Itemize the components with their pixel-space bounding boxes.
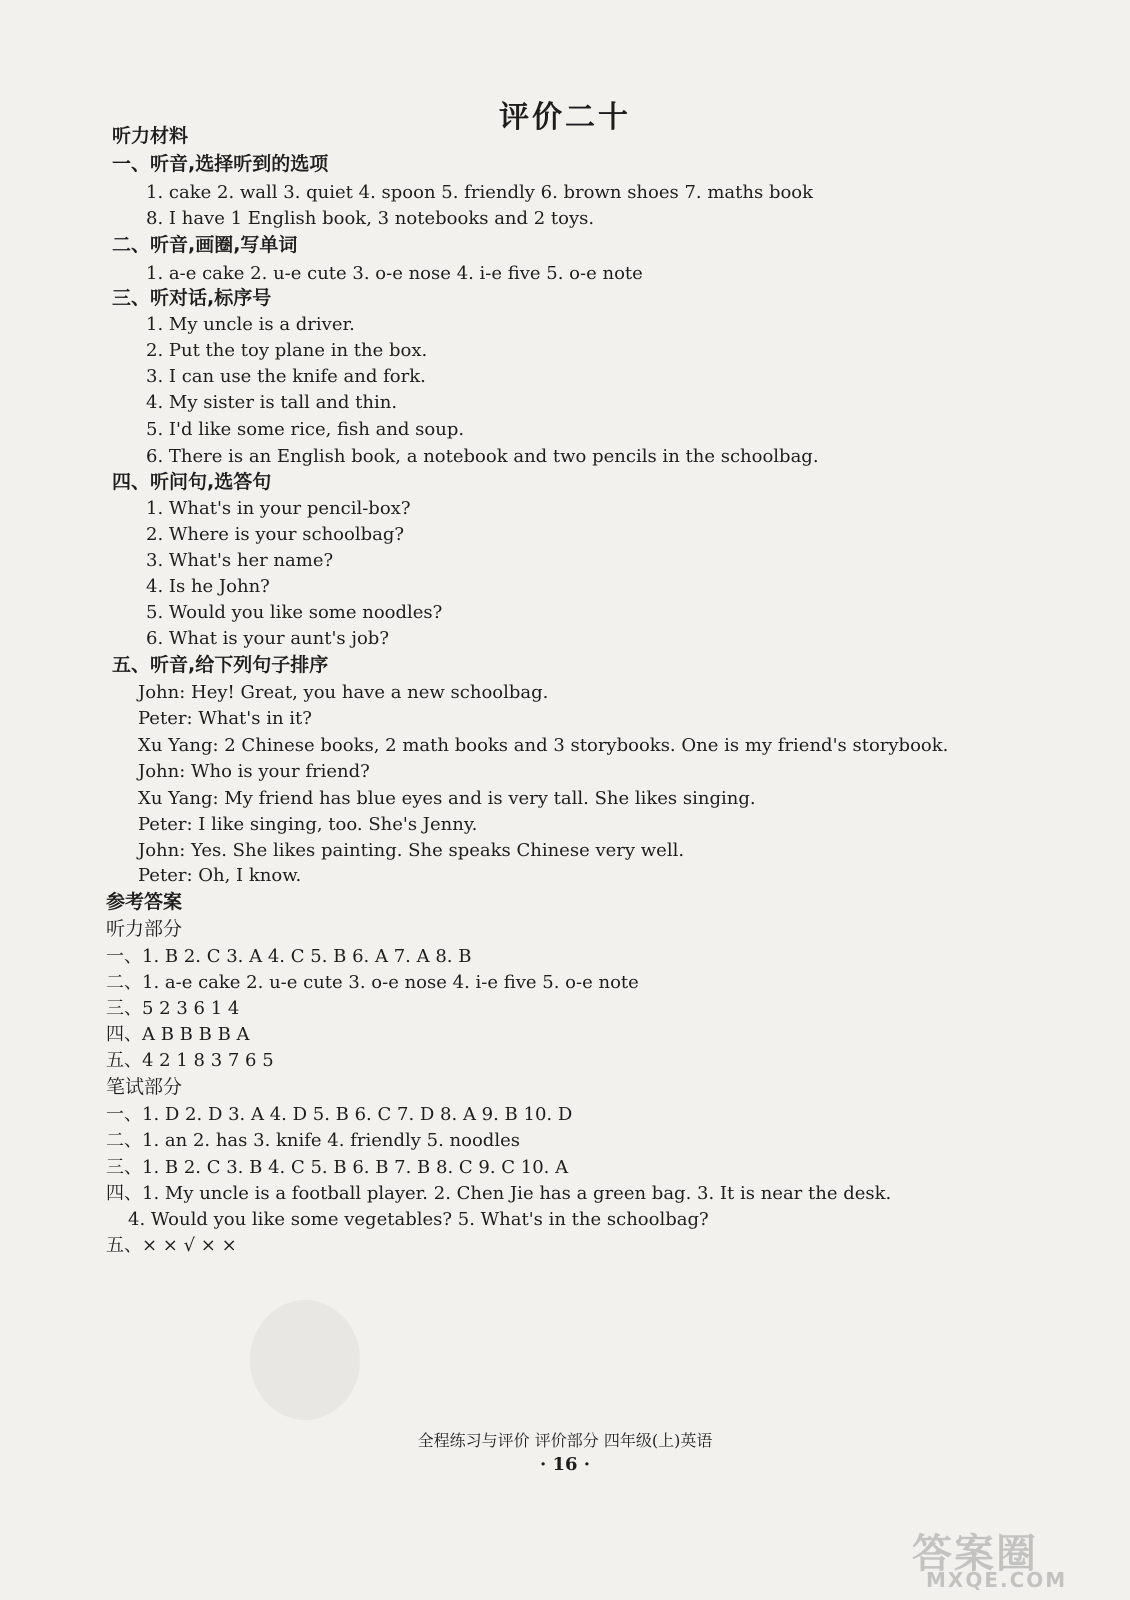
answer-line: 一、1. D 2. D 3. A 4. D 5. B 6. C 7. D 8. A 9. B 10. D <box>106 1104 573 1125</box>
answer-line: 二、1. a-e cake 2. u-e cute 3. o-e nose 4. i-e five 5. o-e note <box>106 972 639 993</box>
section3-item: 2. Put the toy plane in the box. <box>146 340 428 361</box>
watermark-top: 答案圈 <box>912 1531 1038 1577</box>
section3-heading: 三、听对话,标序号 <box>112 287 272 309</box>
dialogue-line: Peter: What's in it? <box>138 708 312 729</box>
answer-line: 三、1. B 2. C 3. B 4. C 5. B 6. B 7. B 8. C 9. C 10. A <box>106 1157 569 1178</box>
section1-item: 1. cake 2. wall 3. quiet 4. spoon 5. friendly 6. brown shoes 7. maths book <box>146 182 814 203</box>
dialogue-line: Xu Yang: My friend has blue eyes and is very tall. She likes singing. <box>138 788 756 809</box>
section4-item: 5. Would you like some noodles? <box>146 602 443 623</box>
section4-item: 3. What's her name? <box>146 550 334 571</box>
section1-heading: 一、听音,选择听到的选项 <box>112 153 329 175</box>
section1-item: 8. I have 1 English book, 3 notebooks and 2 toys. <box>146 208 595 229</box>
section3-item: 4. My sister is tall and thin. <box>146 392 398 413</box>
section5-heading: 五、听音,给下列句子排序 <box>112 654 329 676</box>
section4-heading: 四、听问句,选答句 <box>112 471 272 493</box>
dialogue-line: Peter: Oh, I know. <box>138 865 302 886</box>
answer-line: 四、1. My uncle is a football player. 2. Chen Jie has a green bag. 3. It is near the desk. <box>106 1183 892 1204</box>
answers-heading: 参考答案 <box>106 891 183 913</box>
listening-material-heading: 听力材料 <box>112 125 189 147</box>
answer-line: 三、5 2 3 6 1 4 <box>106 998 240 1019</box>
listening-answers-heading: 听力部分 <box>106 918 183 940</box>
answer-line: 五、× × √ × × <box>106 1235 237 1256</box>
section2-heading: 二、听音,画圈,写单词 <box>112 234 298 256</box>
dialogue-line: John: Hey! Great, you have a new schoolbag. <box>138 682 549 703</box>
page-number: · 16 · <box>539 1454 591 1475</box>
section4-item: 2. Where is your schoolbag? <box>146 524 405 545</box>
answer-line: 四、A B B B B A <box>106 1024 250 1045</box>
footer-text: 全程练习与评价 评价部分 四年级(上)英语 <box>417 1431 713 1450</box>
written-answers-heading: 笔试部分 <box>106 1076 183 1098</box>
dialogue-line: Xu Yang: 2 Chinese books, 2 math books and 3 storybooks. One is my friend's storybook. <box>138 735 949 756</box>
scan-smudge <box>250 1300 360 1420</box>
section4-item: 6. What is your aunt's job? <box>146 628 389 649</box>
section2-item: 1. a-e cake 2. u-e cute 3. o-e nose 4. i-e five 5. o-e note <box>146 263 643 284</box>
dialogue-line: Peter: I like singing, too. She's Jenny. <box>138 814 478 835</box>
section4-item: 1. What's in your pencil-box? <box>146 498 411 519</box>
dialogue-line: John: Yes. She likes painting. She speaks Chinese very well. <box>138 840 685 861</box>
section3-item: 5. I'd like some rice, fish and soup. <box>146 419 465 440</box>
watermark-logo <box>912 1522 1112 1594</box>
answer-line: 二、1. an 2. has 3. knife 4. friendly 5. noodles <box>106 1130 520 1151</box>
dialogue-line: John: Who is your friend? <box>138 761 370 782</box>
section3-item: 1. My uncle is a driver. <box>146 314 355 335</box>
answer-line: 五、4 2 1 8 3 7 6 5 <box>106 1050 274 1071</box>
answer-line: 4. Would you like some vegetables? 5. What's in the schoolbag? <box>128 1209 709 1230</box>
page-title: 评价二十 <box>499 100 631 135</box>
watermark-bottom: MXQE.COM <box>926 1568 1068 1592</box>
section3-item: 6. There is an English book, a notebook and two pencils in the schoolbag. <box>146 446 819 467</box>
section4-item: 4. Is he John? <box>146 576 270 597</box>
answer-line: 一、1. B 2. C 3. A 4. C 5. B 6. A 7. A 8. B <box>106 946 472 967</box>
section3-item: 3. I can use the knife and fork. <box>146 366 426 387</box>
